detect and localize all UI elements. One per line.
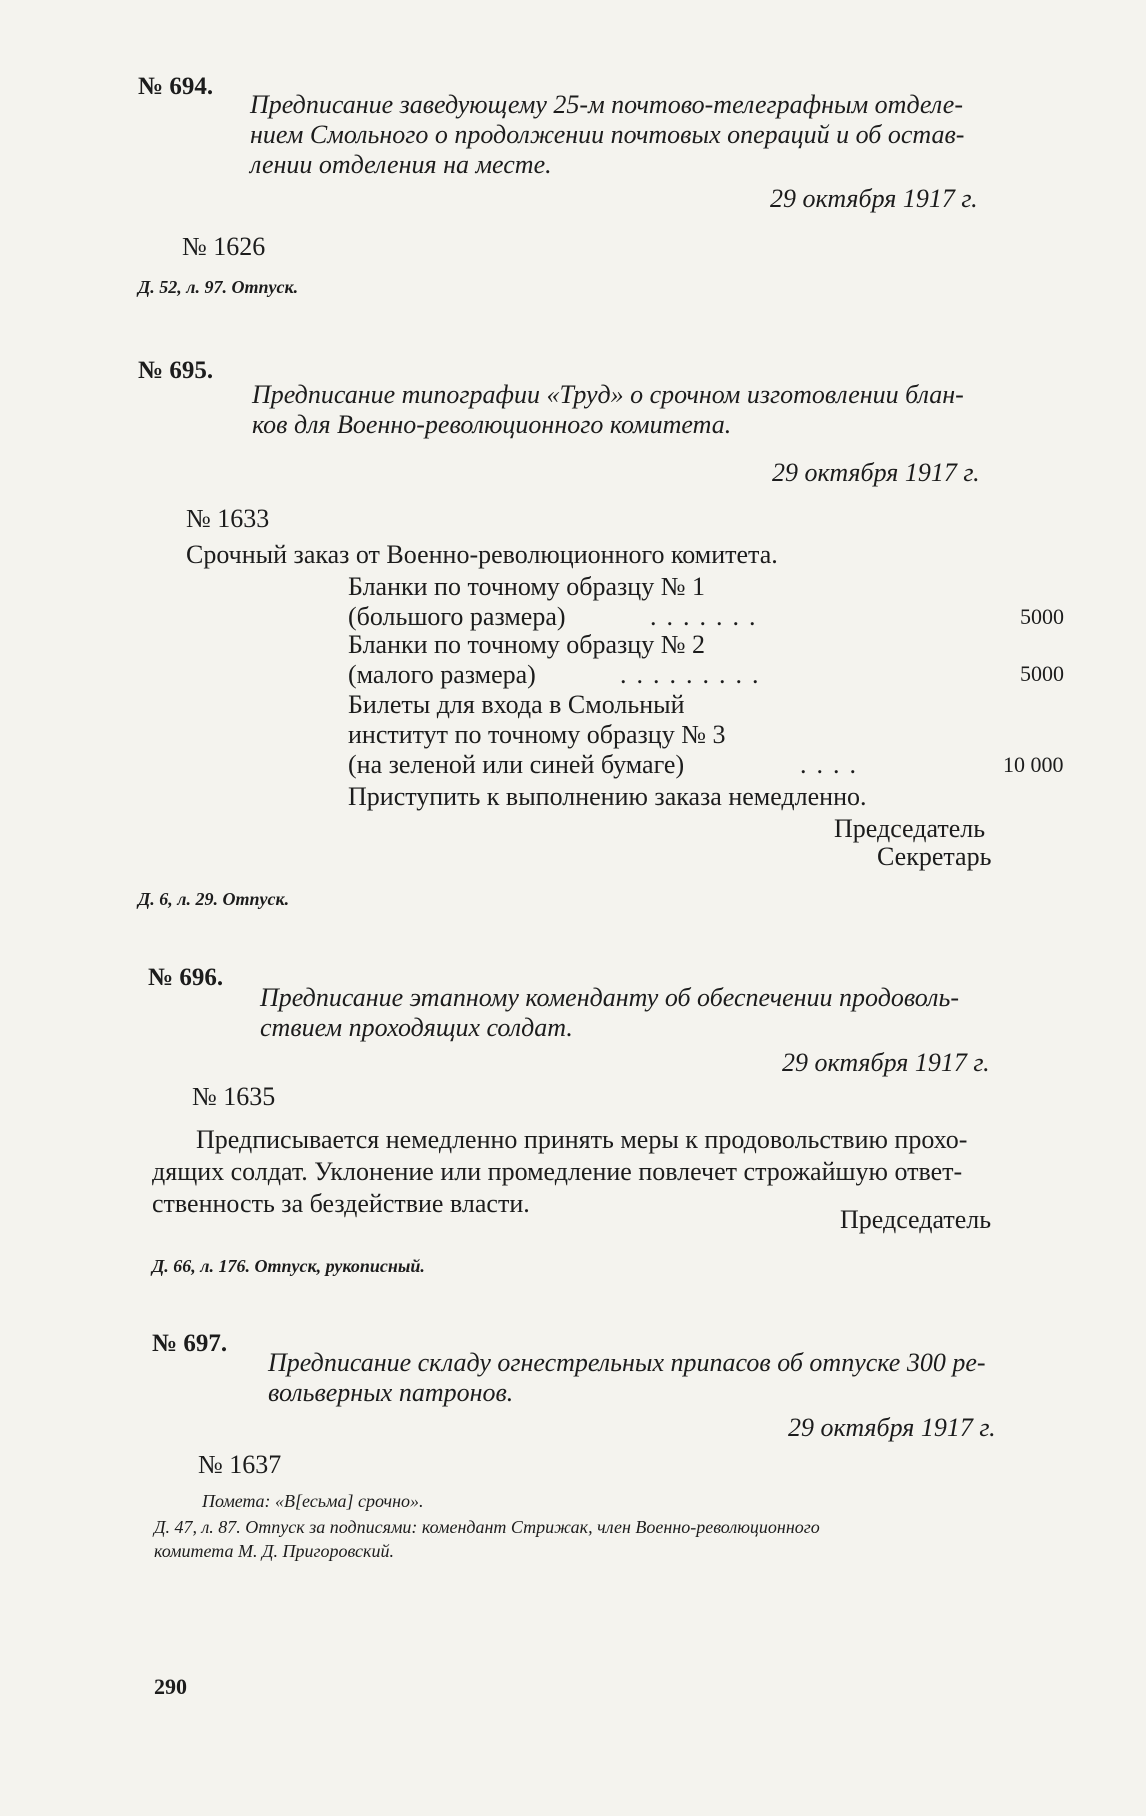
doc-694-title-line-2: нием Смольного о продолжении почтовых операций и об остав- (250, 120, 965, 149)
doc-694-title-line-1: Предписание заведующему 25-м почтово-телеграфным отделе- (250, 90, 964, 119)
order-item-2-line-1: Бланки по точному образцу № 2 (348, 630, 706, 659)
order-item-2-dots: ......... (620, 660, 769, 689)
order-item-1-dots: ....... (650, 602, 766, 631)
doc-696-date: 29 октября 1917 г. (782, 1048, 990, 1077)
doc-696-title-line-1: Предписание этапному коменданту об обеспечении продоволь- (260, 983, 959, 1012)
doc-697-note-line-1: Д. 47, л. 87. Отпуск за подписями: комендант Стрижак, член Военно-революционного (154, 1517, 820, 1537)
doc-697-reg-no: № 1637 (198, 1450, 282, 1479)
doc-695-number: № 695. (138, 357, 214, 384)
doc-697-title-line-2: вольверных патронов. (268, 1378, 514, 1407)
doc-694-title-line-3: лении отделения на месте. (250, 150, 552, 179)
doc-697-date: 29 октября 1917 г. (788, 1413, 996, 1442)
doc-697-note-line-2: комитета М. Д. Пригоровский. (154, 1541, 394, 1561)
doc-695-title-line-2: ков для Военно-революционного комитета. (252, 410, 732, 439)
order-item-3-line-2: институт по точному образцу № 3 (348, 720, 726, 749)
doc-695-intro: Срочный заказ от Военно-революционного комитета. (186, 540, 778, 569)
doc-695-date: 29 октября 1917 г. (772, 458, 980, 487)
order-item-2-line-2: (малого размера) (348, 660, 536, 689)
page-number: 290 (154, 1674, 187, 1699)
doc-695-source: Д. 6, л. 29. Отпуск. (138, 889, 290, 909)
doc-694-number: № 694. (138, 73, 214, 100)
order-item-3-line-3: (на зеленой или синей бумаге) (348, 750, 685, 779)
order-item-3-dots: .... (800, 750, 866, 779)
doc-696-number: № 696. (148, 964, 224, 991)
doc-696-body-line-2: дящих солдат. Уклонение или промедление повлечет строжайшую ответ- (152, 1157, 963, 1186)
doc-695-reg-no: № 1633 (186, 504, 270, 533)
doc-696-title-line-2: ствием проходящих солдат. (260, 1013, 573, 1042)
doc-696-source: Д. 66, л. 176. Отпуск, рукописный. (152, 1256, 425, 1276)
doc-696-body-line-1: Предписывается немедленно принять меры к продовольствию прохо- (196, 1125, 968, 1154)
order-item-1-qty: 5000 (1020, 604, 1064, 629)
order-item-1-line-2: (большого размера) (348, 602, 566, 631)
doc-696-body-line-3: ственность за бездействие власти. (152, 1189, 530, 1218)
doc-695-closing: Приступить к выполнению заказа немедленно. (348, 782, 867, 811)
doc-694-reg-no: № 1626 (182, 232, 266, 261)
doc-696-reg-no: № 1635 (192, 1082, 276, 1111)
doc-695-signature-secretary: Секретарь (877, 842, 992, 871)
doc-697-number: № 697. (152, 1330, 228, 1357)
doc-697-mark: Пометa: «В[есьма] срочно». (202, 1491, 424, 1511)
doc-696-signature-chair: Председатель (840, 1205, 992, 1234)
doc-695-title-line-1: Предписание типографии «Труд» о срочном изготовлении блан- (252, 380, 964, 409)
doc-694-source: Д. 52, л. 97. Отпуск. (138, 277, 299, 297)
order-item-2-qty: 5000 (1020, 661, 1064, 686)
order-item-3-line-1: Билеты для входа в Смольный (348, 690, 685, 719)
doc-697-title-line-1: Предписание складу огнестрельных припасов об отпуске 300 ре- (268, 1348, 986, 1377)
order-item-1-line-1: Бланки по точному образцу № 1 (348, 572, 706, 601)
order-item-3-qty: 10 000 (1003, 752, 1064, 777)
doc-694-date: 29 октября 1917 г. (770, 184, 978, 213)
doc-695-signature-chair: Председатель (834, 814, 986, 843)
